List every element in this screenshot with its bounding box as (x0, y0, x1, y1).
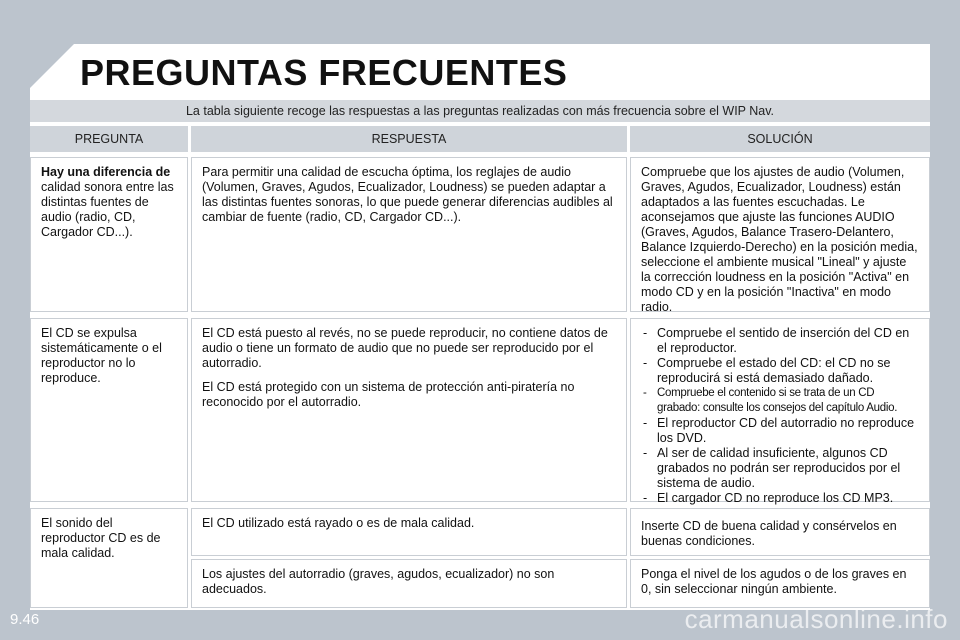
row-3-answer-b (191, 559, 627, 608)
row-2-question (30, 318, 188, 502)
row-2-solution (630, 318, 930, 505)
watermark: carmanualsonline.info (684, 604, 948, 634)
row-2-question-text: El CD se expulsa sistemáticamente o el reproductor no lo reproduce. (41, 326, 162, 385)
row-3-question-text: El sonido del reproductor CD es de mala calidad. (41, 516, 161, 560)
row-1-solution (630, 157, 930, 312)
solution-list-item: - Compruebe el contenido si se trata de un CD grabado: consulte los consejos del capítulo Audio. (641, 386, 919, 416)
row-3-answer-a (191, 508, 627, 556)
solution-list-item: - Compruebe el sentido de inserción del CD en el reproductor. (641, 326, 919, 356)
row-2-solution-list (641, 326, 919, 506)
row-1-answer (191, 157, 627, 312)
intro-text: La tabla siguiente recoge las respuestas a las preguntas realizadas con más frecuencia sobre el WIP Nav. (30, 100, 930, 122)
row-3-question (30, 508, 188, 608)
row-2-answer-paragraph-1: El CD está puesto al revés, no se puede reproducir, no contiene datos de audio o tiene un formato de audio que no puede ser reproducido por el autorradio. (202, 326, 608, 370)
row-3-solution-b-text: Ponga el nivel de los agudos o de los graves en 0, sin seleccionar ningún ambiente. (641, 567, 907, 596)
row-3-answer-b-text: Los ajustes del autorradio (graves, agudos, ecualizador) no son adecuados. (202, 567, 555, 596)
page-corner-cut (30, 44, 74, 88)
row-1-question-lead: Hay una diferencia de (41, 165, 171, 179)
row-1-solution-text: Compruebe que los ajustes de audio (Volumen, Graves, Agudos, Ecualizador, Loudness) están adaptados a las fuentes escuchadas. Le aconsejamos que ajuste las funciones AUDIO (Graves, Agudos, Balance Trasero-Delantero, Balance Izquierdo-Derecho) en la posición media, seleccione el ambiente musical "Lineal" y ajuste la corrección loudness en la posición "Activa" en modo CD y en la posición "Inactiva" en modo radio. (641, 165, 918, 314)
column-header-answer: RESPUESTA (191, 126, 627, 152)
row-1-question-text: calidad sonora entre las distintas fuentes de audio (radio, CD, Cargador CD...). (41, 180, 174, 239)
solution-list-item: - Compruebe el estado del CD: el CD no se reproducirá si está demasiado dañado. (641, 356, 919, 386)
solution-list-item: - El cargador CD no reproduce los CD MP3. (641, 491, 919, 506)
solution-list-item: - El reproductor CD del autorradio no reproduce los DVD. (641, 416, 919, 446)
column-header-question: PREGUNTA (30, 126, 188, 152)
row-3-answer-a-text: El CD utilizado está rayado o es de mala calidad. (202, 516, 475, 530)
row-3-solution-b (630, 559, 930, 608)
row-3-solution-a (630, 508, 930, 556)
row-3-solution-a-text: Inserte CD de buena calidad y consérvelos en buenas condiciones. (641, 519, 897, 548)
page-title: PREGUNTAS FRECUENTES (80, 52, 568, 93)
row-1-question (30, 157, 188, 312)
solution-list-item: - Al ser de calidad insuficiente, algunos CD grabados no podrán ser reproducidos por el sistema de audio. (641, 446, 919, 491)
row-2-answer (191, 318, 627, 502)
row-1-answer-text: Para permitir una calidad de escucha óptima, los reglajes de audio (Volumen, Graves, Agudos, Ecualizador, Loudness) se pueden adaptar a las distintas fuentes sonoras, lo que puede generar diferencias audibles al cambiar de fuente (radio, CD, Cargador CD...). (202, 165, 613, 224)
page-number: 9.46 (10, 611, 40, 628)
row-2-answer-paragraph-2: El CD está protegido con un sistema de protección anti-piratería no reconocido por el autorradio. (202, 380, 575, 409)
column-header-solution: SOLUCIÓN (630, 126, 930, 152)
